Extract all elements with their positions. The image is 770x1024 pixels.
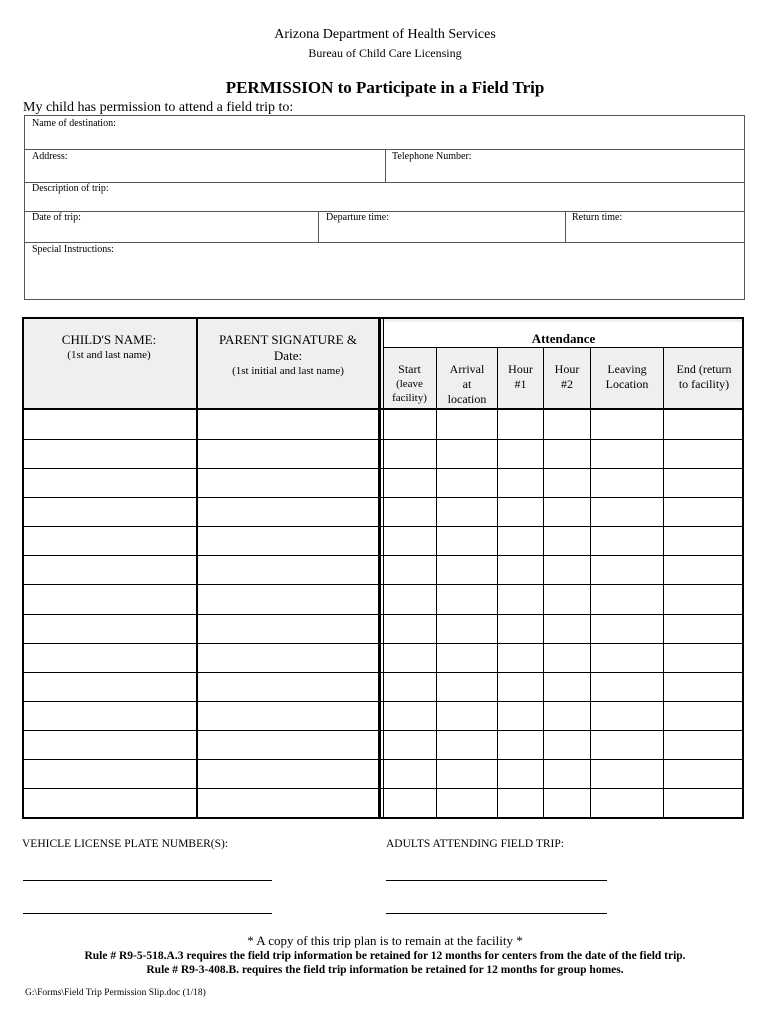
table-cell[interactable] [24, 410, 196, 439]
table-cell[interactable] [437, 730, 497, 759]
table-cell[interactable] [437, 555, 497, 584]
table-cell[interactable] [591, 672, 663, 701]
table-cell[interactable] [591, 701, 663, 730]
table-cell[interactable] [437, 410, 497, 439]
table-row [22, 468, 744, 497]
child-name-header: CHILD'S NAME: [61, 332, 157, 347]
vehicle-plate-line-1[interactable] [23, 880, 272, 881]
table-cell[interactable] [591, 526, 663, 555]
table-cell[interactable] [544, 701, 590, 730]
table-cell[interactable] [24, 468, 196, 497]
table-cell[interactable] [384, 614, 436, 643]
table-cell[interactable] [664, 410, 742, 439]
table-row [22, 614, 744, 643]
table-cell[interactable] [437, 497, 497, 526]
description-field[interactable] [24, 182, 745, 212]
table-cell[interactable] [664, 788, 742, 817]
row-divider [22, 526, 744, 527]
table-cell[interactable] [437, 439, 497, 468]
table-row [22, 526, 744, 555]
table-cell[interactable] [544, 614, 590, 643]
return-time-label: Return time: [572, 212, 623, 223]
table-cell[interactable] [591, 614, 663, 643]
table-cell[interactable] [664, 526, 742, 555]
table-cell[interactable] [591, 555, 663, 584]
table-cell[interactable] [198, 701, 378, 730]
table-cell[interactable] [544, 526, 590, 555]
table-row [22, 643, 744, 672]
table-cell[interactable] [384, 526, 436, 555]
table-cell[interactable] [664, 584, 742, 613]
table-cell[interactable] [437, 584, 497, 613]
row-divider [22, 643, 744, 644]
table-cell[interactable] [24, 672, 196, 701]
table-cell[interactable] [544, 468, 590, 497]
table-cell[interactable] [198, 439, 378, 468]
table-cell[interactable] [437, 526, 497, 555]
telephone-field[interactable] [385, 149, 745, 183]
row-divider [22, 468, 744, 469]
table-cell[interactable] [498, 526, 543, 555]
table-cell[interactable] [544, 730, 590, 759]
row-divider [22, 730, 744, 731]
row-divider [22, 584, 744, 585]
table-cell[interactable] [544, 555, 590, 584]
table-cell[interactable] [384, 497, 436, 526]
table-row [22, 584, 744, 613]
attendance-table [22, 317, 744, 819]
vehicle-label: VEHICLE LICENSE PLATE NUMBER(S): [22, 838, 229, 850]
table-row [22, 788, 744, 817]
table-row [22, 439, 744, 468]
table-row [22, 410, 744, 439]
row-divider [22, 555, 744, 556]
table-cell[interactable] [591, 759, 663, 788]
table-cell[interactable] [664, 439, 742, 468]
table-cell[interactable] [384, 759, 436, 788]
special-instructions-field[interactable] [24, 242, 745, 300]
table-cell[interactable] [384, 730, 436, 759]
table-cell[interactable] [591, 584, 663, 613]
table-cell[interactable] [437, 468, 497, 497]
table-cell[interactable] [437, 643, 497, 672]
table-cell[interactable] [591, 497, 663, 526]
agency-name: Arizona Department of Health Services [274, 27, 496, 42]
table-cell[interactable] [198, 614, 378, 643]
table-cell[interactable] [198, 730, 378, 759]
table-cell[interactable] [384, 643, 436, 672]
table-cell[interactable] [544, 643, 590, 672]
table-cell[interactable] [498, 788, 543, 817]
table-cell[interactable] [437, 759, 497, 788]
table-cell[interactable] [498, 555, 543, 584]
table-cell[interactable] [198, 410, 378, 439]
start-column-header: Start (leave facility) [392, 362, 427, 404]
table-cell[interactable] [591, 468, 663, 497]
table-cell[interactable] [384, 672, 436, 701]
parent-date-header: Date: [273, 348, 303, 363]
attendance-header: Attendance [531, 331, 596, 346]
row-divider [22, 439, 744, 440]
table-cell[interactable] [664, 468, 742, 497]
table-cell[interactable] [664, 672, 742, 701]
address-label: Address: [32, 151, 68, 162]
table-cell[interactable] [198, 584, 378, 613]
permission-intro: My child has permission to attend a field trip to: [23, 100, 294, 115]
row-divider [22, 497, 744, 498]
table-cell[interactable] [24, 614, 196, 643]
table-cell[interactable] [384, 468, 436, 497]
table-cell[interactable] [544, 759, 590, 788]
table-cell[interactable] [24, 788, 196, 817]
file-path: G:\Forms\Field Trip Permission Slip.doc (1/18) [25, 988, 206, 998]
hour2-column-header: Hour #2 [554, 362, 580, 391]
table-cell[interactable] [24, 584, 196, 613]
table-cell[interactable] [198, 555, 378, 584]
table-cell[interactable] [384, 701, 436, 730]
table-cell[interactable] [591, 439, 663, 468]
adults-line-1[interactable] [386, 880, 607, 881]
table-cell[interactable] [544, 788, 590, 817]
table-cell[interactable] [544, 439, 590, 468]
departure-label: Departure time: [326, 212, 390, 223]
table-cell[interactable] [24, 497, 196, 526]
table-cell[interactable] [198, 497, 378, 526]
child-name-subheader: (1st and last name) [67, 349, 151, 361]
table-cell[interactable] [664, 614, 742, 643]
row-divider [22, 759, 744, 760]
table-cell[interactable] [498, 614, 543, 643]
rule-group-homes: Rule # R9-3-408.B. requires the field trip information be retained for 12 months for group homes. [146, 964, 624, 976]
table-cell[interactable] [498, 410, 543, 439]
table-cell[interactable] [198, 788, 378, 817]
date-field[interactable] [24, 211, 319, 243]
table-cell[interactable] [198, 468, 378, 497]
table-cell[interactable] [198, 759, 378, 788]
table-cell[interactable] [498, 701, 543, 730]
table-cell[interactable] [437, 701, 497, 730]
table-cell[interactable] [24, 701, 196, 730]
leaving-column-header: Leaving Location [605, 362, 649, 391]
row-divider [22, 614, 744, 615]
bureau-name: Bureau of Child Care Licensing [308, 46, 462, 60]
description-label: Description of trip: [32, 183, 109, 194]
table-cell[interactable] [24, 526, 196, 555]
table-cell[interactable] [384, 410, 436, 439]
end-column-header: End (return to facility) [676, 362, 732, 391]
table-cell[interactable] [384, 584, 436, 613]
destination-label: Name of destination: [32, 118, 116, 129]
table-cell[interactable] [498, 730, 543, 759]
return-time-field[interactable] [565, 211, 745, 243]
table-cell[interactable] [591, 788, 663, 817]
table-cell[interactable] [24, 759, 196, 788]
rule-centers: Rule # R9-5-518.A.3 requires the field trip information be retained for 12 months for centers from the date of the field trip. [84, 950, 686, 962]
table-cell[interactable] [544, 410, 590, 439]
table-cell[interactable] [384, 788, 436, 817]
row-divider [22, 672, 744, 673]
table-row [22, 759, 744, 788]
table-cell[interactable] [437, 614, 497, 643]
table-cell[interactable] [498, 497, 543, 526]
table-cell[interactable] [498, 672, 543, 701]
table-cell[interactable] [591, 730, 663, 759]
table-cell[interactable] [384, 555, 436, 584]
telephone-label: Telephone Number: [392, 151, 472, 162]
table-row [22, 497, 744, 526]
special-instructions-label: Special Instructions: [32, 244, 114, 255]
table-cell[interactable] [24, 555, 196, 584]
table-cell[interactable] [437, 788, 497, 817]
table-cell[interactable] [664, 730, 742, 759]
address-field[interactable] [24, 149, 386, 183]
table-cell[interactable] [591, 643, 663, 672]
table-row [22, 672, 744, 701]
table-cell[interactable] [24, 439, 196, 468]
table-cell[interactable] [544, 497, 590, 526]
table-cell[interactable] [544, 672, 590, 701]
table-cell[interactable] [544, 584, 590, 613]
table-cell[interactable] [198, 643, 378, 672]
adults-line-2[interactable] [386, 913, 607, 914]
adults-label: ADULTS ATTENDING FIELD TRIP: [386, 838, 564, 850]
copy-note: * A copy of this trip plan is to remain at the facility * [247, 933, 523, 948]
arrival-column-header: Arrival at location [447, 362, 487, 406]
departure-field[interactable] [318, 211, 566, 243]
table-cell[interactable] [498, 584, 543, 613]
table-cell[interactable] [664, 497, 742, 526]
table-cell[interactable] [198, 526, 378, 555]
table-cell[interactable] [198, 672, 378, 701]
date-label: Date of trip: [32, 212, 81, 223]
table-cell[interactable] [591, 410, 663, 439]
table-cell[interactable] [664, 701, 742, 730]
table-cell[interactable] [498, 439, 543, 468]
table-cell[interactable] [664, 759, 742, 788]
parent-signature-subheader: (1st initial and last name) [232, 365, 344, 377]
page-title: PERMISSION to Participate in a Field Trip [225, 78, 545, 97]
row-divider [22, 788, 744, 789]
table-cell[interactable] [24, 730, 196, 759]
row-divider [22, 701, 744, 702]
table-row [22, 701, 744, 730]
table-cell[interactable] [437, 672, 497, 701]
table-cell[interactable] [24, 643, 196, 672]
table-cell[interactable] [498, 643, 543, 672]
table-cell[interactable] [664, 555, 742, 584]
table-cell[interactable] [384, 439, 436, 468]
destination-field[interactable] [24, 115, 745, 150]
table-cell[interactable] [498, 468, 543, 497]
table-row [22, 730, 744, 759]
table-row [22, 555, 744, 584]
parent-signature-header: PARENT SIGNATURE & [219, 332, 357, 347]
vehicle-plate-line-2[interactable] [23, 913, 272, 914]
table-cell[interactable] [498, 759, 543, 788]
hour1-column-header: Hour #1 [508, 362, 533, 391]
table-cell[interactable] [664, 643, 742, 672]
